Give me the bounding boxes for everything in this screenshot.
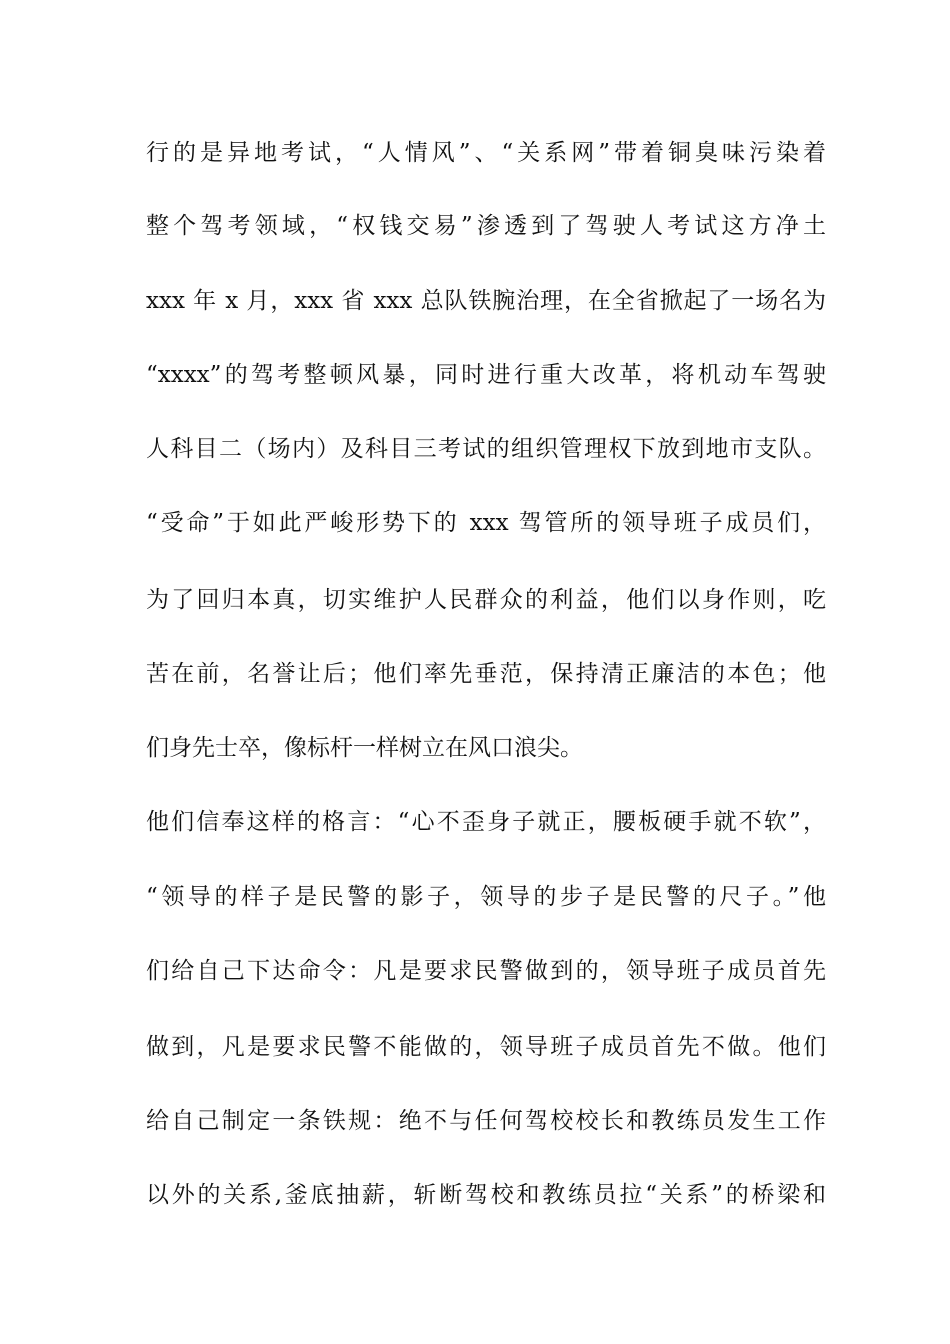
text-line: 他们信奉这样的格言：“心不歪身子就正，腰板硬手就不软”， bbox=[146, 809, 826, 835]
text-line: 苦在前，名誉让后；他们率先垂范，保持清正廉洁的本色；他 bbox=[146, 661, 826, 687]
text-line: “xxxx”的驾考整顿风暴，同时进行重大改革，将机动车驾驶 bbox=[146, 362, 826, 388]
text-line: 以外的关系,釜底抽薪，斩断驾校和教练员拉“关系”的桥梁和 bbox=[146, 1182, 826, 1208]
text-line: 给自己制定一条铁规：绝不与任何驾校校长和教练员发生工作 bbox=[146, 1108, 826, 1134]
text-line: “受命”于如此严峻形势下的 xxx 驾管所的领导班子成员们， bbox=[146, 510, 826, 536]
text-line: 们身先士卒，像标杆一样树立在风口浪尖。 bbox=[146, 735, 583, 761]
text-line: xxx 年 x 月，xxx 省 xxx 总队铁腕治理，在全省掀起了一场名为 bbox=[146, 288, 826, 314]
text-line: 做到，凡是要求民警不能做的，领导班子成员首先不做。他们 bbox=[146, 1034, 826, 1060]
text-line: 行的是异地考试，“人情风”、“关系网”带着铜臭味污染着 bbox=[146, 140, 826, 166]
text-line: “领导的样子是民警的影子，领导的步子是民警的尺子。”他 bbox=[146, 884, 826, 910]
text-line: 为了回归本真，切实维护人民群众的利益，他们以身作则，吃 bbox=[146, 587, 826, 613]
text-line: 人科目二（场内）及科目三考试的组织管理权下放到地市支队。 bbox=[146, 436, 826, 462]
text-line: 们给自己下达命令：凡是要求民警做到的，领导班子成员首先 bbox=[146, 958, 826, 984]
text-line: 整个驾考领域，“权钱交易”渗透到了驾驶人考试这方净土 bbox=[146, 213, 826, 239]
